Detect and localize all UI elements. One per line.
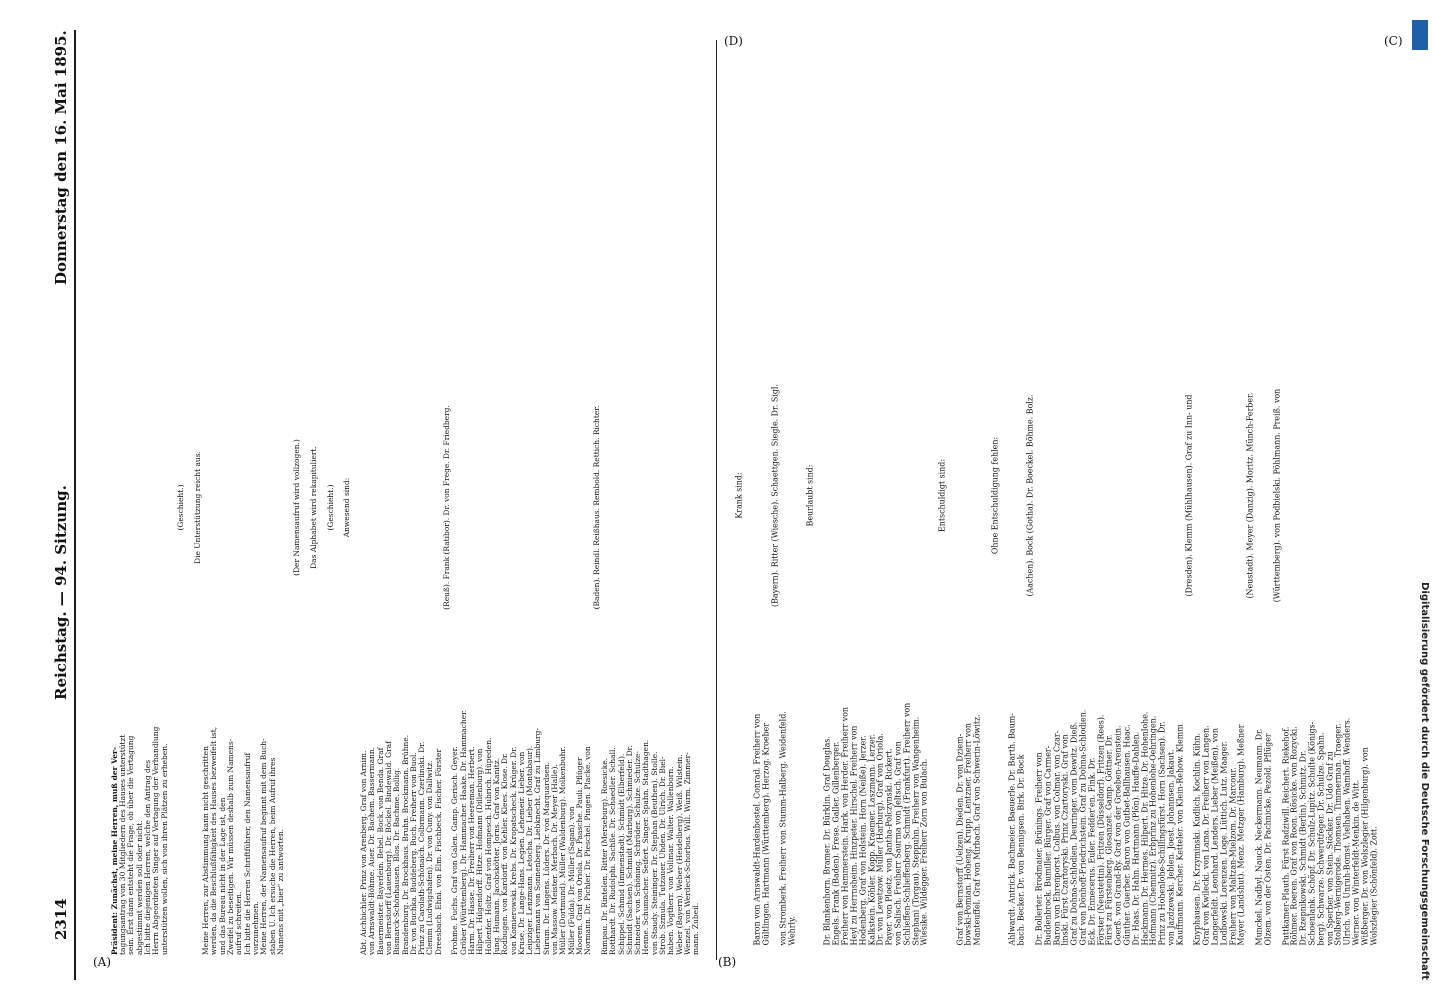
left-column-line: Müller (Fulda). Dr. Müller (Sagan). von — [566, 806, 576, 955]
right-column-line: von Sperber. von Stein. Stöcker. Dr. Udo Graf zu — [1325, 750, 1335, 945]
right-column-line: Olzem. von der Osten. Dr. Pachnicke. Pezold. Pflüger — [1263, 732, 1273, 945]
left-column-line: Zweifel zu beseitigen. Wir müssen deshalb zum Namens- — [226, 738, 235, 955]
right-column-line: Knyphausen. Dr. Krzyminski. Kudlich. Kochlin. Kühn. — [1192, 732, 1202, 945]
left-column-line: Rodbugen. von Kardorff. von Kehler. Klees. Klose. Dr. — [500, 752, 510, 955]
page-number-vertical: 2314 — [52, 898, 70, 940]
left-column-line: Ich bitte die Herren Schriftführer, den Namensaufruf — [242, 752, 252, 955]
margin-mark-b: (B) — [718, 955, 737, 969]
left-column-line: Anwesend sind: — [342, 477, 352, 538]
left-column-line: Jung. Humann. Jacobskötter. Jorns. Graf von Kanitz. — [491, 757, 501, 955]
right-column-line: Hofmann (Chemnitz). Erbprinz zu Hohenlohe-Oehringen. — [1148, 715, 1158, 945]
left-column-line: Leipziger. Lenzmann. Letocha. Dr. Lieber (Montabaur). — [525, 745, 535, 955]
right-column-line: Werner. von Winterfeldt-Menkin. de Witt. — [1351, 779, 1361, 945]
left-column-line: (Baden). Reindl. Reißhaus. Rembold. Rettich. Richter. — [591, 405, 601, 610]
right-column-line: Günther. Guerber. Baron von Gutbet-Ballhausen. Haac. — [1122, 723, 1132, 945]
right-column-line: Munckel. Nadbyl. Nauck. Neckermann. Neumann. Dr. — [1254, 727, 1264, 945]
right-column-line: von Jazdzewski. Jeblen. Joest. Johannsen. Jakaut. — [1166, 748, 1176, 945]
left-column-line: haben. Vogtherr. von Vollmar. Walter. Wallenborn. — [666, 766, 676, 955]
header-rule — [74, 30, 76, 980]
left-column-line: mann. Zubeil. — [691, 902, 701, 955]
right-column-line: Beurlaubt sind: — [805, 464, 815, 526]
left-column-line: Frohme. Fuchs. Graf von Galen. Gamp. Gerisch. Geyer. — [450, 746, 460, 955]
right-column-line: von Salisch. Freiherr Saurma von Jeltsch. Graf von — [893, 740, 903, 945]
dfg-sidebar — [1410, 20, 1430, 980]
right-column-line: Wiesike. Wildegger. Freiherr Zorn von Bulach. — [919, 758, 929, 945]
left-column-line: (Der Namensaufruf wird vollzogen.) — [292, 439, 302, 576]
left-column-line: Meine Herren, der Namensaufruf beginnt mit dem Buch- — [259, 738, 269, 955]
right-column-line: Baron von Ehrenporst. Colbus. von Colmar. von Czar- — [1052, 730, 1061, 945]
right-column-line: Schlieffen-Schlieffenberg. Schmidt (Frankfurt). Freiherr von — [902, 702, 912, 945]
right-column-line: Ohne Entschuldigung fehlen: — [990, 436, 1000, 554]
right-column-line: von Stromberk. Freiherr von Stumm-Halberg. Weidenfeld. — [778, 710, 788, 945]
right-column-line: Hodenberg. Graf von Holstein. Horn (Neiße). Jerzer. — [858, 734, 868, 945]
left-column-line: aufruf schreiten. — [234, 891, 244, 955]
left-column-line: (Geschieht.) — [325, 484, 335, 531]
left-column-line: Weber (Bayern). Weber (Heidelberg). Weiß. Wilstein. — [674, 754, 684, 955]
right-column-line: Graf von Bernstorff (Uelzen). Dieden. Dr. von Dziem- — [955, 733, 965, 945]
right-column-line: (Bayern). Ritter (Wiesche). Schaettgen. Siegle. Dr. Sigl. — [770, 383, 780, 607]
left-column-line: Rimpau. Dr. Rintelen. Ritter (Merseburg). Roesicke. — [599, 757, 609, 955]
right-column-line: Mayer (Landshut). Menz. Metzger (Hamburg). Meßner — [1236, 723, 1246, 945]
right-column-line: Graf zu Dohna-Schlodien. Deuringer. vom Dewitz. Dieß. — [1069, 721, 1079, 945]
left-column-line: von Massow. Meister. Merbach. Dr. Meyer (Halle). — [550, 764, 560, 955]
right-column-line: Stolberg-Wernigerode. Thomsen. Timmerman. Traeger. — [1333, 723, 1343, 945]
right-column-line: Ahlwardt. Antrick. Bachmeier. Baeuerle. Dr. Barth. Baum- — [1007, 712, 1017, 945]
left-column-line: Bismarck-Schönhausen. Blos. Dr. Bachme. Bollig. — [392, 767, 402, 955]
right-column-line: Krank sind: — [734, 471, 744, 519]
right-column-line: Puttkamer-Plauth. Fürst Radziwill. Reichert. Riekehof. — [1281, 726, 1290, 945]
left-column-line: Harm. Dr. Hasse. Dr. Freiherr von Heereman. Herbert. — [466, 746, 476, 955]
left-column-line: Müller (Dortmund). Müller (Waldenburg). Molkenbuhr. — [558, 746, 568, 955]
left-column-line: abgestimmt werden soll oder nicht. — [134, 820, 144, 955]
right-column-line: Kalkstein. Köhler. Kopp. Kraemer. Laszmann. Lerzer. — [867, 733, 877, 945]
right-column-line: Buddenbrock. Bumiller. Bürger. Graf von Carmer- — [1043, 745, 1053, 945]
right-column-line: Entschuldigt sind: — [937, 458, 947, 532]
left-column-line: Die Unterstützung reicht aus. — [192, 451, 202, 564]
left-column-line: Liebermann von Sonnenberg. Liebknecht. Graf zu Limburg- — [533, 728, 543, 955]
left-column-line: Henne. Schumacher. Seifert. Singer. Spahn. Stadthagen. — [641, 739, 651, 955]
left-column-line: Gröber (Württemberg). Dr. Hammacher. Haake. Dr. Hammacher. — [458, 709, 468, 955]
right-column-line: berg). Schwarze. Schwerdtfeger. Dr. Schulze. Spahn. — [1316, 731, 1326, 945]
right-column-line: Hackmann. Dr. Hermes. Hilpert. Dr. Hitze. Dr. Hohenlohe. — [1140, 711, 1150, 945]
right-column-line: Dr. Haas. Dr. Hahn. Hartmann (Plön). Hauffe-Dahlen. — [1131, 731, 1141, 945]
margin-mark-c: (C) — [1384, 34, 1403, 48]
right-column-line: Förster (Neustettin). Fritzen (Düsseldorf). Fritzen (Rees). — [1096, 714, 1106, 945]
left-column-line: Normann. Dr. Pichler. Dr. Pieschel. Pingen. Placke. von — [583, 746, 593, 955]
right-column-line: linski. Fürst Czartoryski. Prinz Czartoryski. Graf von — [1060, 733, 1070, 945]
left-column-line: Abt. Aichbichler. Prinz von Arenberg. Graf von Arnim. — [358, 750, 368, 955]
left-column-line: Hilpert. Hilgendorff. Hitze. Hofmann (Dillenburg). von — [475, 748, 485, 955]
right-column-line: Ulrich. von Unruh-Bomst. Vielhaben. Wamhoff. Wenders. — [1342, 717, 1352, 945]
margin-mark-d: (D) — [724, 34, 743, 48]
left-column-line: von Arnswaldt-Böhme. Auer. Dr. Bachem. Bassermann. — [367, 746, 377, 955]
right-column-line: Eck. Dr. Ennecerus. Euler. Fedder'en. Fink. Dr. — [1087, 757, 1097, 945]
left-column-line: Namens mit „hier“ zu antworten. — [275, 828, 285, 955]
left-column-line: (Reuß). Frank (Ratibor). Dr. von Frege. Dr. Friedberg. — [442, 405, 452, 610]
right-column-line: bach. Becker. Dr. von Bennigsen. Birk. Dr. Bock — [1016, 754, 1026, 945]
left-column-line: Das Alphabet wird rekapituliert. — [309, 446, 319, 569]
right-column-line: Freiherr von Maltzan-Mielzom. Dr. Marcour. — [1228, 766, 1238, 945]
left-column-line: Schmidt (Sachsen). Schmidt (Marburg). Schmieder. Dr. — [624, 745, 634, 955]
left-column-line: vorzunehmen. — [250, 901, 260, 955]
left-column-line: Ich bitte diejenigen Herren, welche den Antrag des — [142, 759, 152, 955]
left-column-line: Bauermeister. Bayerlein. Bebel. Bock. von Benda. Graf — [375, 747, 385, 955]
left-column-line: Dreesbach. Ehni. von Elm. Fischbeck. Fischer. Förster — [433, 748, 443, 955]
right-column-line: Dr. Blankenhorn. Bramer. Dr. Bürklin. Graf Douglas. — [822, 735, 832, 945]
left-column-line: Dr. von Buchka. Buddeberg. Buch. Freiherr von Buol. — [408, 752, 418, 955]
right-column-line: Graf von Kwilecki. von Lama. Dr. Freiherr von Langen. — [1201, 724, 1211, 945]
left-column-line: unterstützen wollen, sich von ihren Plätzen zu erheben. — [159, 743, 169, 955]
right-column-line: Dr. Bollerter. Brodmaier. Brünings. Freiherr von — [1034, 751, 1044, 945]
right-column-line: Engels. Frank (Baden). Frese. Galler. Gillenberger. — [831, 741, 841, 945]
left-column-line: Kruse. Dr. Lange-Hans. Legien. Lehemeir. Lieber. von — [516, 751, 526, 955]
left-column-line: Präsident: Zunächst, meine Herren, muß der Ver- — [109, 747, 119, 955]
left-column-line: Rotthardt. Dr. Rudolphi. Sachße. Dr. Schaedler. Schall. — [608, 747, 618, 955]
dfg-note: Digitalisierung gefördert durch die Deutsche Forschungsgemeinschaft — [1419, 582, 1430, 980]
right-column-line: Stephani (Torgau). Steppuhn. Freiherr von Wangenheim. — [911, 716, 921, 945]
left-column-line: Prinz zu Carolath-Schönaich. Colbrmann. Czerlinski. Dr. — [417, 741, 427, 955]
right-column-line: Kauffmann. Kercher. Ketteler. von Klein-Rehow. Klemm — [1175, 723, 1185, 945]
right-column-line: (Aachen). Bock (Gotha). Dr. Boeckel. Böhme. Bolz. — [1025, 393, 1035, 597]
right-column-line: Lodbowski. Lorenzen. Loge. Lüttich. Lutz. Maager. — [1219, 740, 1229, 945]
right-column-line: Graf von Dönhoff-Friedrichstein. Graf zu Dohna-Schlodien. — [1078, 709, 1088, 945]
left-column-line: Schneider. von Schöning. Schröder. Schulze. Schulze- — [633, 751, 643, 955]
right-column-line: Wehrly. — [787, 915, 797, 945]
right-column-line: Gültlingen. Hartmann (Württemberg). Herzog. Kroeber — [761, 722, 771, 945]
left-column-line: Wenzel. von Werdeck-Schorbus. Will. Wurm. Zimmer- — [683, 752, 693, 955]
right-column-line: Freiherr von Hammerstein. Hark. von Herder. Freiherr von — [840, 706, 850, 945]
right-column-line: bowski-Pomian. Hoheng. Krupp. Lentzner. Freiherr von — [963, 722, 973, 945]
right-column-line: Röhmer. Roeren. Graf von Roon. Rösicke. von Rozycki. — [1289, 725, 1299, 945]
right-column-line: Wißberger. Dr. von Wolszlegier (Hilgenburg). von — [1360, 746, 1370, 945]
left-column-line: Stirum. Dr. Lingens. Lüders. Dr. von Marquardsen. — [541, 762, 551, 955]
left-column-line: (Geschieht.) — [176, 484, 186, 531]
right-column-line: Schoenlank. Schöpf. Dr. Schulz-Lupitz. Schulte (Königs- — [1307, 721, 1317, 945]
right-column-line: Langerfeldt. Leonhard. Lenders. Lieber (Meißen). von — [1210, 727, 1220, 945]
left-column-line: Clemm (Ludwigshafen). Dr. von Cuny. von Dallwitz. — [425, 760, 435, 955]
column-rule — [716, 40, 717, 960]
left-column-line: Schippel. Schmid (Immenstadt). Schmidt (Elberfeld). — [616, 753, 626, 955]
right-column-line: Baron von Arnswaldt-Hardenbostel. Conrad. Freiherr von — [752, 713, 762, 945]
right-column-line: Prinz zu Hohenlohe-Schillingsfürst. Horn (Sachsen). Dr. — [1157, 720, 1167, 945]
left-column-line: Hollenfer. Holtz. Graf von Hompesch. Hubrich. Hüpeden. — [483, 737, 493, 955]
left-column-line: Meine Herren, zur Abstimmung kann nicht geschritten — [201, 746, 211, 955]
right-column-line: Payer. von Ploetz. von Jantha-Polczynski. Rickert. — [884, 747, 894, 945]
left-column-line: von Komierowski. Krebs. Dr. Kropatscheck. Krüger. Dr. — [508, 746, 518, 955]
left-column-line: Brandenburg. Dr. Brockhaus. Bruhn. Brockmann. Brühne. — [400, 734, 410, 955]
session-title-vertical: Reichstag. — 94. Sitzung. — [52, 485, 70, 700]
margin-mark-a: (A) — [93, 955, 112, 969]
right-column-line: (Württemberg). von Podbielski. Pöhlmann. Preiß. von — [1272, 388, 1282, 602]
left-column-line: tagungsantrag von 30 Mitgliedern des Hauses unterstützt — [117, 734, 127, 955]
left-column-line: Strob. Szmula. Tutzauer. Uhden. Dr. Ulrich. Dr. Biel- — [658, 756, 668, 955]
left-column-line: von Staudy. Steininger. Dr. Stephan (Beuthen). Stolle. — [649, 751, 659, 955]
left-column-line: von Bernstorff (Lauenburg). Dr. Böckel. Bindewald. Graf — [383, 741, 393, 955]
left-column-line: und das Bureau nicht in der Lage ist, den — [217, 797, 227, 955]
right-column-line: (Neustadt). Meyer (Danzig). Moritz. Münch-Ferber. — [1245, 391, 1255, 599]
right-column-line: Wolszlegier (Schönfeld). Zott. — [1369, 825, 1379, 945]
right-column-line: Goerß. von Grand-Ry. Graf von der Groeben-Arenstein. — [1113, 724, 1123, 945]
right-column-line: Fürst zu Fürstenberg. Glosanzet. Gamp. Göttner. Dr. — [1104, 734, 1114, 945]
left-column-line: Herrn Abgeordneten Singer auf Vertagung der Verhandlung — [151, 726, 161, 955]
right-column-line: Dr. von Levetzow. Müller (Harburg). Graf von Oriola. — [875, 732, 885, 945]
left-column-line: Mooren. Graf von Oriola. Dr. Paasche. Pauli. Pflüger — [575, 757, 584, 955]
right-column-line: (Dresden). Klemm (Mühlhausen). Graf zu Inn- und — [1184, 394, 1194, 596]
right-column-line: Heyl zu Herrnsheim. Hinzpeter. Hirschel. Freiherr von — [849, 725, 859, 945]
session-date-vertical: Donnerstag den 16. Mai 1895. — [52, 30, 70, 285]
right-column-line: Manteuffel. Graf von Mirbach. Graf von Schwerin-Löwitz. — [972, 713, 982, 945]
left-column-line: staben U. Ich ersuche die Herren, beim Aufruf ihres — [267, 757, 277, 955]
left-column-line: werden, da die Beschlußfähigkeit des Hauses bezweifelt ist, — [209, 726, 219, 955]
left-column-line: sein. Erst dann entsteht die Frage, ob über die Vertagung — [126, 735, 136, 955]
right-column-line: Dr. Rzepnikowski. Schmidt (Berlin). Schmitz. Dr. — [1298, 750, 1308, 945]
